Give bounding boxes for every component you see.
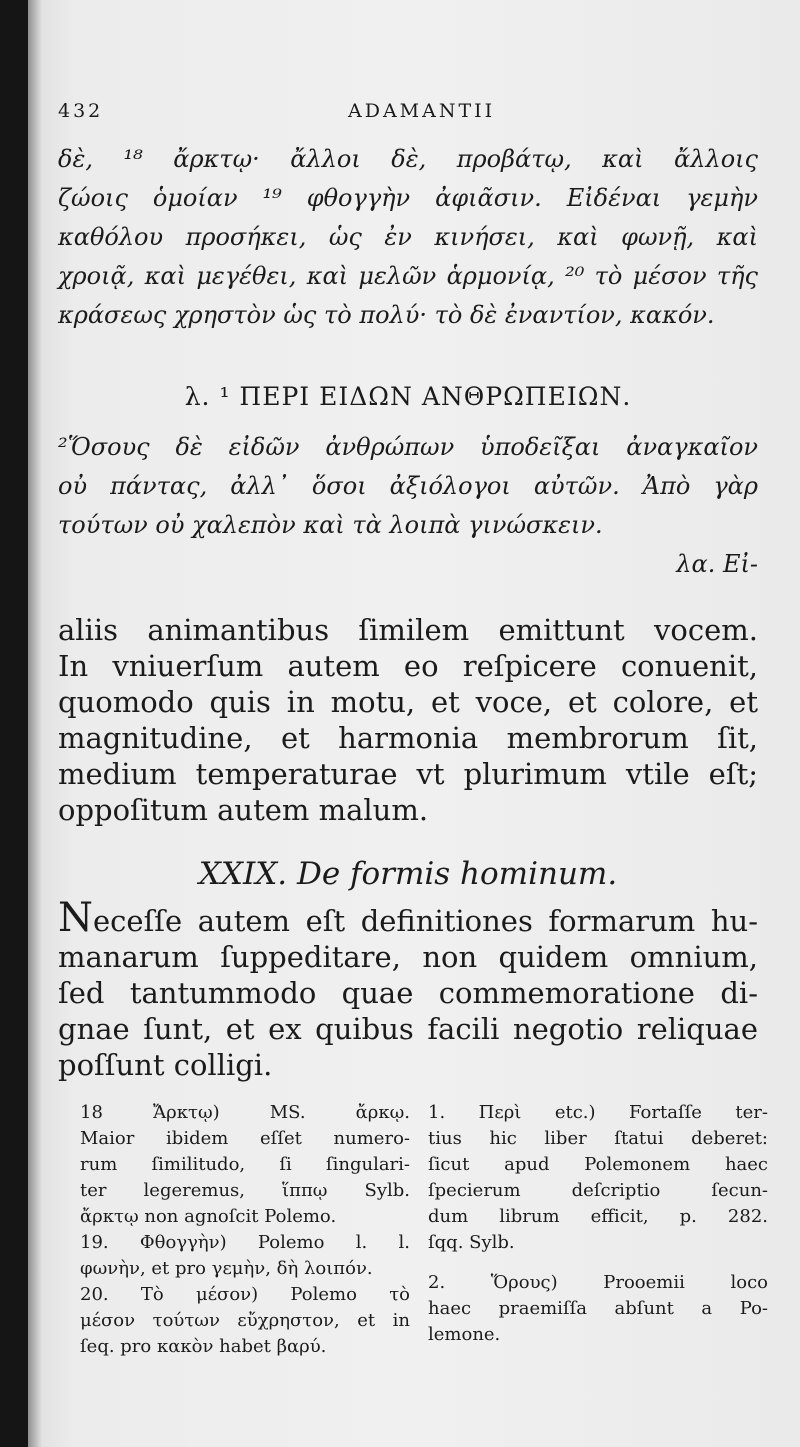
- latin-text-top: [58, 612, 758, 828]
- greek-line: ζώοις ὁμοίαν ¹⁹ φθογγὴν ἀφιᾶσιν. Εἰδέναι γεμὴν: [58, 184, 758, 212]
- latin-line: manarum ſuppeditare, non quidem omnium,: [58, 940, 758, 974]
- greek-line: καθόλου προσήκει, ὡς ἐν κινήσει, καὶ φωνῇ, καὶ: [58, 223, 758, 251]
- footnote-line: rum ſimilitudo, ſi ſingulari-: [80, 1154, 410, 1175]
- greek-line: οὐ πάντας, ἀλλ᾽ ὅσοι ἀξιόλογοι αὐτῶν. Ἀπὸ γὰρ: [58, 472, 758, 500]
- latin-line: medium temperaturae vt plurimum vtile eſt;: [58, 757, 758, 791]
- greek-line: δὲ, ¹⁸ ἄρκτῳ· ἄλλοι δὲ, προβάτῳ, καὶ ἄλλοις: [58, 145, 758, 173]
- latin-line: poſſunt colligi.: [58, 1048, 273, 1082]
- greek-text-body: [58, 428, 758, 584]
- footnote-line: ἄρκτῳ non agnoſcit Polemo.: [80, 1206, 337, 1227]
- footnote-line: 19. Φθογγὴν) Polemo l. l.: [80, 1232, 410, 1253]
- latin-line: magnitudine, et harmonia membrorum ſit,: [58, 721, 758, 755]
- footnote-line: 2. Ὅρους) Prooemii loco: [428, 1272, 768, 1293]
- page-number: 432: [58, 100, 104, 122]
- latin-line: oppoſitum autem malum.: [58, 793, 429, 827]
- footnote-line: tius hic liber ſtatui deberet:: [428, 1128, 768, 1149]
- footnote-line: lemone.: [428, 1324, 501, 1345]
- greek-text-top: [58, 140, 758, 335]
- latin-line: eceſſe autem eſt definitiones formarum hu-: [93, 904, 758, 938]
- footnote-line: Maior ibidem eſſet numero-: [80, 1128, 410, 1149]
- footnote-line: 18 Ἄρκτῳ) MS. ἄρκῳ.: [80, 1102, 410, 1123]
- latin-line: gnae ſunt, et ex quibus facili negotio reliquae: [58, 1012, 758, 1046]
- latin-line: quomodo quis in motu, et voce, et colore, et: [58, 685, 758, 719]
- latin-line: aliis animantibus ſimilem emittunt vocem.: [58, 613, 758, 647]
- footnote-line: ſqq. Sylb.: [428, 1232, 515, 1253]
- footnote-line: μέσον τούτων εὔχρηστον, et in: [80, 1310, 410, 1331]
- footnotes-left: [80, 1100, 410, 1360]
- latin-section-heading: XXIX. De formis hominum.: [198, 856, 618, 892]
- greek-line: κράσεως χρηστὸν ὡς τὸ πολύ· τὸ δὲ ἐναντίον, κακόν.: [58, 301, 715, 329]
- greek-section-heading: λ. ¹ ΠΕΡΙ ΕΙΔΩΝ ΑΝΘΡΩΠΕΙΩΝ.: [184, 382, 632, 411]
- footnote-line: φωνὴν, et pro γεμὴν, δὴ λοιπόν.: [80, 1258, 373, 1279]
- footnote-line: haec praemiſſa abſunt a Po-: [428, 1298, 768, 1319]
- greek-catchline: λα. Εἰ-: [676, 550, 758, 578]
- footnote-line: ſeq. pro κακὸν habet βαρύ.: [80, 1336, 327, 1357]
- latin-text-body: [58, 895, 758, 1083]
- footnote-line: ter legeremus, ἵππῳ Sylb.: [80, 1180, 410, 1201]
- latin-line: ſed tantummodo quae commemoratione di-: [58, 976, 758, 1010]
- footnote-line: dum librum efficit, p. 282.: [428, 1206, 768, 1227]
- drop-cap: N: [58, 895, 93, 941]
- greek-line: τούτων οὐ χαλεπὸν καὶ τὰ λοιπὰ γινώσκειν.: [58, 511, 603, 539]
- latin-line: In vniuerſum autem eo reſpicere conuenit,: [58, 649, 758, 683]
- footnotes-right: [428, 1100, 768, 1348]
- greek-line: ²Ὅσους δὲ εἰδῶν ἀνθρώπων ὑποδεῖξαι ἀναγκαῖον: [58, 433, 758, 461]
- greek-line: χροιᾷ, καὶ μεγέθει, καὶ μελῶν ἁρμονίᾳ, ²⁰ τὸ μέσον τῆς: [58, 262, 758, 290]
- footnote-line: ſpecierum deſcriptio ſecun-: [428, 1180, 768, 1201]
- footnote-line: 20. Τὸ μέσον) Polemo τὸ: [80, 1284, 410, 1305]
- running-title: ADAMANTII: [348, 100, 496, 122]
- footnote-line: ſicut apud Polemonem haec: [428, 1154, 768, 1175]
- footnote-line: 1. Περὶ etc.) Fortaſſe ter-: [428, 1102, 768, 1123]
- page-gutter-shadow: [28, 0, 42, 1447]
